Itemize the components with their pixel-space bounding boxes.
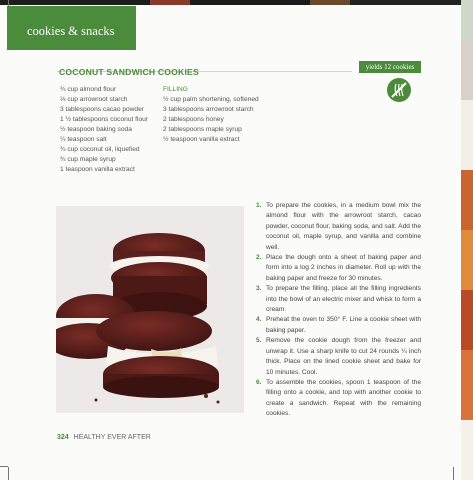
step-text: To prepare the filling, place all the filling ingredients into the bowl of an electric mixer and whisk to form a cream. <box>266 285 421 314</box>
step-number: 2. <box>256 254 262 262</box>
ingredients-list <box>60 85 148 175</box>
step-text: To assemble the cookies, spoon 1 teaspoon of the filling onto a cookie, and top with another cookie to create a sandwich. Repeat with the remaining cookies. <box>266 378 421 418</box>
section-title: cookies & snacks <box>27 24 115 38</box>
ingredient: ⅓ cup arrowroot starch <box>60 96 128 103</box>
step-text: Preheat the oven to 350° F. Line a cookie sheet with baking paper. <box>266 316 421 334</box>
ingredient: ½ teaspoon baking soda <box>60 126 132 133</box>
cookie-photo <box>56 206 244 413</box>
step-text: Place the dough onto a sheet of baking paper and form into a log 2 inches in diameter. Roll up with the baking paper and freeze for 30 minutes. <box>266 254 421 282</box>
cookie-illustration <box>56 206 244 413</box>
crop-mark <box>453 467 454 480</box>
method-steps <box>256 201 421 420</box>
method-step <box>256 315 421 336</box>
filling-ingredient: ½ teaspoon vanilla extract <box>163 136 240 143</box>
step-number: 3. <box>256 285 262 293</box>
method-step <box>256 253 421 284</box>
ingredient: ¼ teaspoon salt <box>60 136 107 143</box>
book-title: HEALTHY EVER AFTER <box>73 434 151 441</box>
page-number: 324 <box>57 434 69 441</box>
method-step <box>256 201 421 253</box>
top-edge-strip <box>0 0 473 5</box>
ingredient: 1 ½ tablespoons coconut flour <box>60 116 148 123</box>
ingredient: 1 teaspoon vanilla extract <box>60 166 135 173</box>
crop-mark <box>8 467 9 480</box>
filling-list <box>163 85 259 145</box>
step-number: 1. <box>256 202 262 209</box>
method-step <box>256 378 421 420</box>
ingredient: ¾ cup almond flour <box>60 86 117 93</box>
filling-ingredient: 2 tablespoons honey <box>163 116 224 123</box>
method-step <box>256 336 421 378</box>
method-step <box>256 284 421 315</box>
filling-heading: FILLING <box>163 86 188 93</box>
step-number: 6. <box>256 378 262 386</box>
step-number: 5. <box>256 337 262 345</box>
filling-ingredient: 3 tablespoons arrowroot starch <box>163 106 254 113</box>
step-text: Remove the cookie dough from the freezer and unwrap it. Use a sharp knife to cut 24 rounds ¼ inch thick. Place on the lined cookie sheet and bake for 10 minutes. Cool. <box>266 337 421 376</box>
recipe-title: COCONUT SANDWICH COOKIES <box>59 67 199 77</box>
adjacent-page-edge <box>461 0 473 480</box>
step-number: 4. <box>256 316 262 324</box>
nut-free-icon <box>387 78 411 102</box>
step-text: To prepare the cookies, in a medium bowl mix the almond flour with the arrowroot starch, cacao powder, coconut flour, baking soda, and salt. Add the coconut oil, maple syrup, and vanilla and combine well. <box>266 202 421 251</box>
filling-ingredient: ½ cup palm shortening, softened <box>163 96 259 103</box>
page-footer <box>57 434 151 441</box>
yields-badge: yields 12 cookies <box>359 61 421 73</box>
filling-ingredient: 2 tablespoons maple syrup <box>163 126 242 133</box>
crop-mark <box>0 466 8 467</box>
ingredient: 3 tablespoons cacao powder <box>60 106 144 113</box>
ingredient: ¾ cup coconut oil, liquefied <box>60 146 140 153</box>
ingredient: ¾ cup maple syrup <box>60 156 116 163</box>
